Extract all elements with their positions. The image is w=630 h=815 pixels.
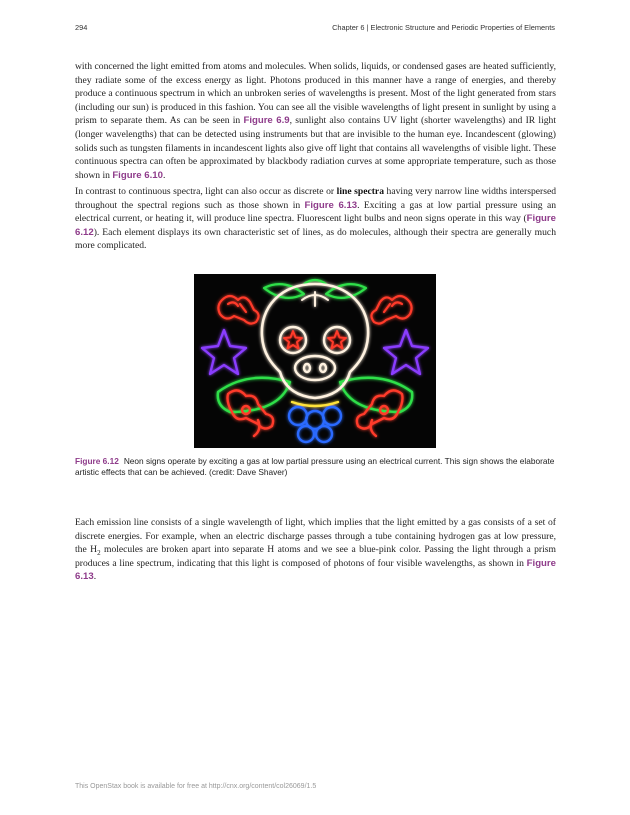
paragraph-emission-lines [75,516,556,584]
para2-text-2: having very narrow line widths interspersed throughout the spectral regions such as those shown in [75,186,557,211]
figure-caption [75,456,556,479]
figure-label: Figure 6.12 [75,456,119,466]
para3-text-3: . [93,571,97,583]
para2-text-4: ). Each element displays its own characteristic set of lines, as do molecules, although their spectra are generally much more complicated. [75,226,556,252]
page-number: 294 [75,23,88,32]
figure-caption-text: Neon signs operate by exciting a gas at low partial pressure using an electrical current. This sign shows the elaborate artistic effects that can be achieved. (credit: Dave Shaver) [75,456,555,478]
para3-text-1: Each emission line consists of a single wavelength of light, which implies that the light emitted by a gas consists of a set of discrete energies. For example, when an electric discharge passes through a tube containing hydrogen gas at low pressure, the H [75,517,556,556]
neon-skull-illustration [194,274,436,448]
para1-text-2: , sunlight also contains UV light (shorter wavelengths) and IR light (longer wavelengths) that can be detected using instruments but that are invisible to the human eye. Incandescent (glowing) solids such as tungsten filaments in incandescent lights also give off light that contains all wavelengths of visible light. These continuous spectra can often be approximated by blackbody radiation curves at some appropriate temperature, such as those shown in [75,115,556,181]
para1-text-3: . [162,169,166,181]
key-term-line-spectra: line spectra [336,186,384,197]
paragraph-continuous-spectra [75,60,556,182]
paragraph-line-spectra [75,185,556,253]
chapter-title: Chapter 6 | Electronic Structure and Periodic Properties of Elements [332,23,555,32]
page-header [75,23,555,35]
neon-sign-photo [194,274,436,448]
para1-text-1: with concerned the light emitted from atoms and molecules. When solids, liquids, or condensed gases are heated sufficiently, they radiate some of the excess energy as light. Photons produced in this manner have a range of energies, and thereby produce a continuous spectrum in which an unbroken series of wavelengths is present. Most of the light generated from stars (including our sun) is produced in this fashion. You can see all the visible wavelengths of light present in sunlight by using a prism to separate them. As can be seen in [75,61,556,127]
page-footer: This OpenStax book is available for free at http://cnx.org/content/col26069/1.5 [75,783,317,790]
para3-text-2: molecules are broken apart into separate H atoms and we see a blue-pink color. Passing the light through a prism produces a line spectrum, indicating that this light is composed of photons of four visible wavelengths, as shown in [75,544,556,569]
para2-text-3: . Exciting a gas at low partial pressure using an electrical current, or heating it, will produce line spectra. Fluorescent light bulbs and neon signs operate in this way ( [75,199,556,225]
subscript-2: 2 [97,549,101,558]
para2-text-1: In contrast to continuous spectra, light can also occur as discrete or [75,186,337,197]
figure-link-6-12[interactable]: Figure 6.12 [75,213,556,238]
figure-link-6-10[interactable]: Figure 6.10 [112,169,163,181]
figure-link-6-13-second[interactable]: Figure 6.13 [75,557,556,583]
figure-link-6-13[interactable]: Figure 6.13 [304,199,358,211]
figure-link-6-9[interactable]: Figure 6.9 [243,115,290,127]
